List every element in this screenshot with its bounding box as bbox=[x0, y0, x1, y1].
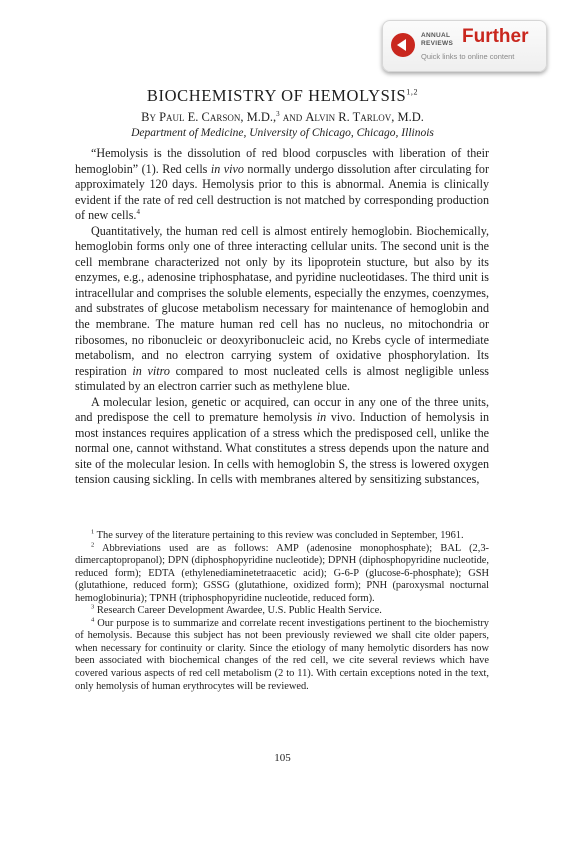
footnote-3: $^3$ Research Career Development Awardee, U.S. Public Health Service. bbox=[91, 603, 382, 617]
author-carson: Paul E. Carson, M.D., bbox=[159, 110, 277, 125]
article-body bbox=[75, 146, 489, 488]
footnote-4: $^4$ Our purpose is to summarize and correlate recent investigations pertinent to the biochemistry of hemolysis. Because this subject has not been previously reviewed we shall cite older papers, when necessary for continuity or clarity. Since the etiology of many hemolytic disorders has now been associated with biochemical changes of the red cell, we cite several reviews which have covered various aspects of red cell metabolism (2 to 11). With certain exceptions noted in the text, only hemolysis of human erythrocytes will be reviewed. bbox=[75, 616, 489, 692]
badge-subtitle: Quick links to online content bbox=[421, 52, 515, 61]
page-number: 105 bbox=[274, 752, 291, 764]
article-title: BIOCHEMISTRY OF HEMOLYSIS$^{1,2}$ bbox=[146, 86, 419, 105]
footnotes bbox=[75, 530, 489, 693]
badge-further-label: Further bbox=[462, 26, 529, 47]
author-byline: By Paul E. Carson, M.D.,$^3$ and Alvin R. Tarlov, M.D. bbox=[141, 110, 424, 125]
department-affiliation: Department of Medicine, University of Chicago, Chicago, Illinois bbox=[131, 127, 434, 139]
author1-footnote-ref: 3 bbox=[276, 110, 280, 118]
annual-reviews-further-badge[interactable] bbox=[382, 20, 547, 72]
footnote-1: $^1$ The survey of the literature pertaining to this review was concluded in September, 1961. bbox=[91, 528, 464, 541]
badge-publisher: ANNUAL REVIEWS bbox=[421, 32, 454, 47]
paragraph-2: Quantitatively, the human red cell is almost entirely hemoglobin. Biochemically, hemoglobin forms only one of three interacting cellular units. The second unit is the cell membrane characterized not only by its lipoprotein stucture, but also by its enzymes, e.g., adenosine triphosphatase, and pyridine nucleotidases. The third unit is intracellular and comprises the soluble elements, especially the enzymes, coenzymes, and substrates of glucose metabolism necessary for maintenance of hemoglobin and the membrane. The mature human red cell has no nucleus, no mitochondria or ribosomes, no ribonucleic or deoxyribonucleic acid, no Krebs cycle of intermediate metabolism, and no electron carrying system of oxidative phosphorylation. Its respiration in vitro compared to most nucleated cells is almost negligible unless stimulated by an electron carrier such as methylene blue. bbox=[75, 223, 489, 394]
title-footnote-refs: 1,2 bbox=[406, 87, 419, 97]
arrow-left-icon bbox=[391, 33, 415, 57]
author-tarlov: Alvin R. Tarlov, M.D. bbox=[305, 110, 424, 125]
paragraph-3: A molecular lesion, genetic or acquired, can occur in any one of the three units, and predispose the cell to premature hemolysis in vivo. Induction of hemolysis in most instances requires application of a stress which the predisposed cell, unlike the normal one, cannot withstand. What constitutes a stress depends upon the nature and site of the molecular lesion. In cells with hemoglobin S, the stress is lowered oxygen tension causing sickling. In cells with membranes altered by sensitizing substances, bbox=[75, 394, 489, 487]
paragraph-1: “Hemolysis is the dissolution of red blood corpuscles with liberation of their hemoglobin” (1). Red cells in vivo normally undergo dissolution after circulating for approximately 120 days. Hemolysis prior to this is abnormal. Anemia is clinically evident if the rate of red cell destruction is not matched by corresponding production of new cells.$^4$ bbox=[75, 146, 489, 223]
footnote-2: $^2$ Abbreviations used are as follows: AMP (adenosine monophosphate); BAL (2,3-dimercaptopropanol); DPN (diphosphopyridine nucleotide); DPNH (diphosphopyridine nucleotide, reduced form); EDTA (ethylenediaminetetraacetic acid); G-6-P (glucose-6-phosphate); GSH (glutathione, reduced form); GSSG (glutathione, oxidized form); PNH (paroxysmal nocturnal hemoglobinuria); TPNH (triphosphopyridine nucleotide, reduced form). bbox=[75, 541, 489, 604]
footnote-ref-4: 4 bbox=[136, 208, 140, 217]
